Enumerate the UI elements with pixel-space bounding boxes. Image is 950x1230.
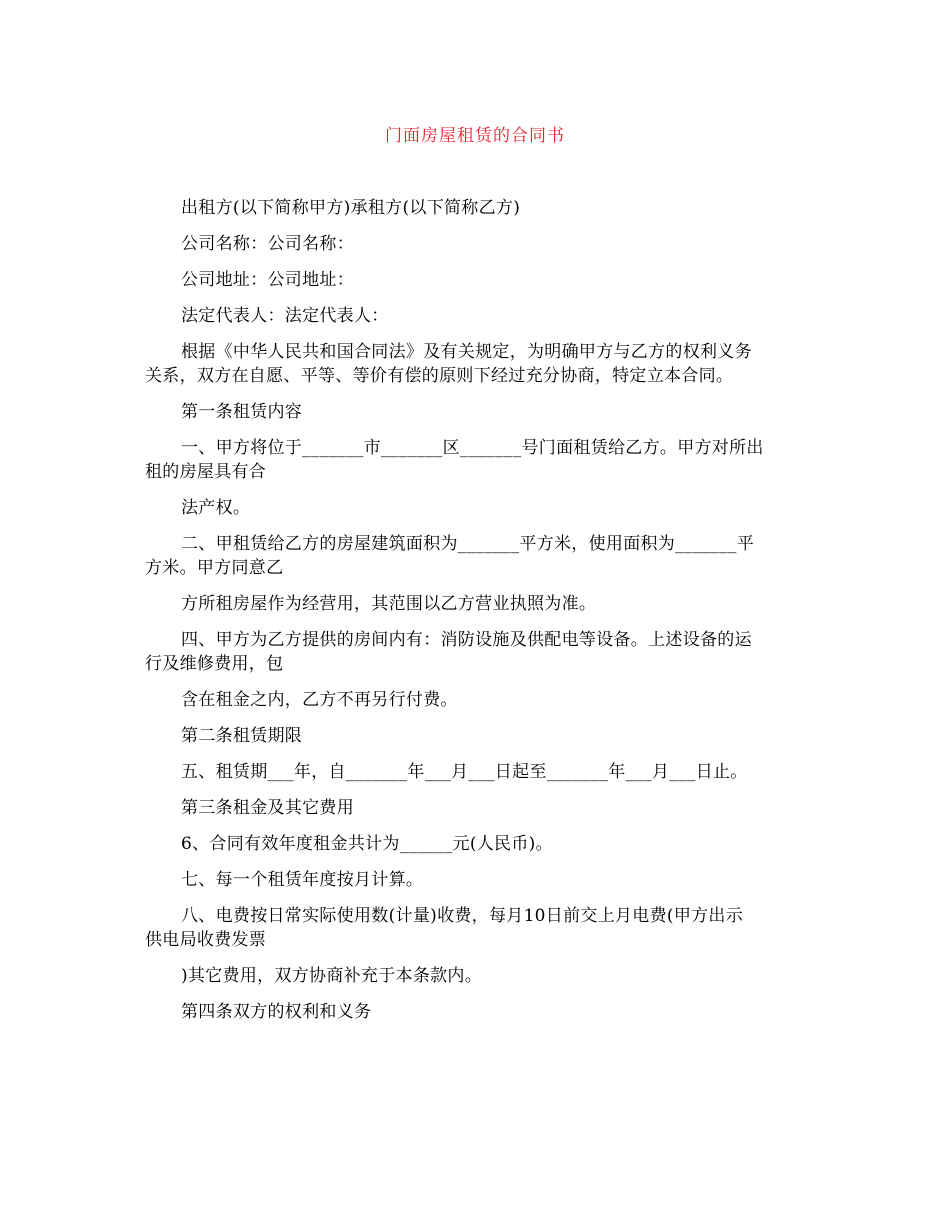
paragraph-line: 方米。甲方同意乙: [145, 558, 284, 578]
clause-5: [145, 760, 810, 784]
section-heading-1: [145, 400, 810, 424]
paragraph-parties: [145, 196, 810, 220]
paragraph-line: )其它费用，双方协商补充于本条款内。: [181, 966, 483, 986]
paragraph-line: 八、电费按日常实际使用数(计量)收费，每月10日前交上月电费(甲方出示: [181, 906, 744, 926]
paragraph-line: 租的房屋具有合: [145, 462, 267, 482]
paragraph-line: 出租方(以下简称甲方)承租方(以下简称乙方): [181, 198, 521, 218]
section-heading-3: [145, 796, 810, 820]
paragraph-line: 第三条租金及其它费用: [181, 798, 354, 818]
clause-1-continued: [145, 496, 810, 520]
paragraph-preamble: [145, 340, 810, 388]
paragraph-line: 二、甲租赁给乙方的房屋建筑面积为_______平方米，使用面积为_______平: [181, 534, 754, 554]
document-title: 门面房屋租赁的合同书: [385, 126, 565, 146]
paragraph-line: 公司地址：公司地址：: [181, 270, 354, 290]
clause-2-continued: [145, 592, 810, 616]
paragraph-line: 行及维修费用，包: [145, 654, 284, 674]
clause-6: [145, 832, 810, 856]
paragraph-line: 一、甲方将位于_______市_______区_______号门面租赁给乙方。甲方对所出: [181, 438, 764, 458]
paragraph-line: 四、甲方为乙方提供的房间内有：消防设施及供配电等设备。上述设备的运: [181, 630, 752, 650]
paragraph-legal-representative: [145, 304, 810, 328]
paragraph-line: 方所租房屋作为经营用，其范围以乙方营业执照为准。: [181, 594, 597, 614]
paragraph-company-name: [145, 232, 810, 256]
clause-8: [145, 904, 810, 952]
clause-4: [145, 628, 810, 676]
paragraph-line: 根据《中华人民共和国合同法》及有关规定，为明确甲方与乙方的权利义务: [181, 342, 752, 362]
section-heading-4: [145, 1000, 810, 1024]
clause-7: [145, 868, 810, 892]
document-body: [145, 196, 810, 1036]
paragraph-line: 七、每一个租赁年度按月计算。: [181, 870, 424, 890]
paragraph-line: 法定代表人：法定代表人：: [181, 306, 389, 326]
paragraph-line: 第一条租赁内容: [181, 402, 303, 422]
paragraph-line: 供电局收费发票: [145, 930, 267, 950]
clause-4-continued: [145, 688, 810, 712]
paragraph-line: 第二条租赁期限: [181, 726, 303, 746]
paragraph-line: 关系，双方在自愿、平等、等价有偿的原则下经过充分协商，特定立本合同。: [145, 366, 734, 386]
paragraph-line: 五、租赁期___年，自_______年___月___日起至_______年___月___日止。: [181, 762, 748, 782]
paragraph-line: 公司名称：公司名称：: [181, 234, 354, 254]
paragraph-line: 第四条双方的权利和义务: [181, 1002, 372, 1022]
section-heading-2: [145, 724, 810, 748]
paragraph-line: 含在租金之内，乙方不再另行付费。: [181, 690, 458, 710]
clause-1: [145, 436, 810, 484]
clause-2: [145, 532, 810, 580]
clause-8-continued: [145, 964, 810, 988]
paragraph-line: 法产权。: [181, 498, 251, 518]
paragraph-company-address: [145, 268, 810, 292]
paragraph-line: 6、合同有效年度租金共计为______元(人民币)。: [181, 834, 553, 854]
